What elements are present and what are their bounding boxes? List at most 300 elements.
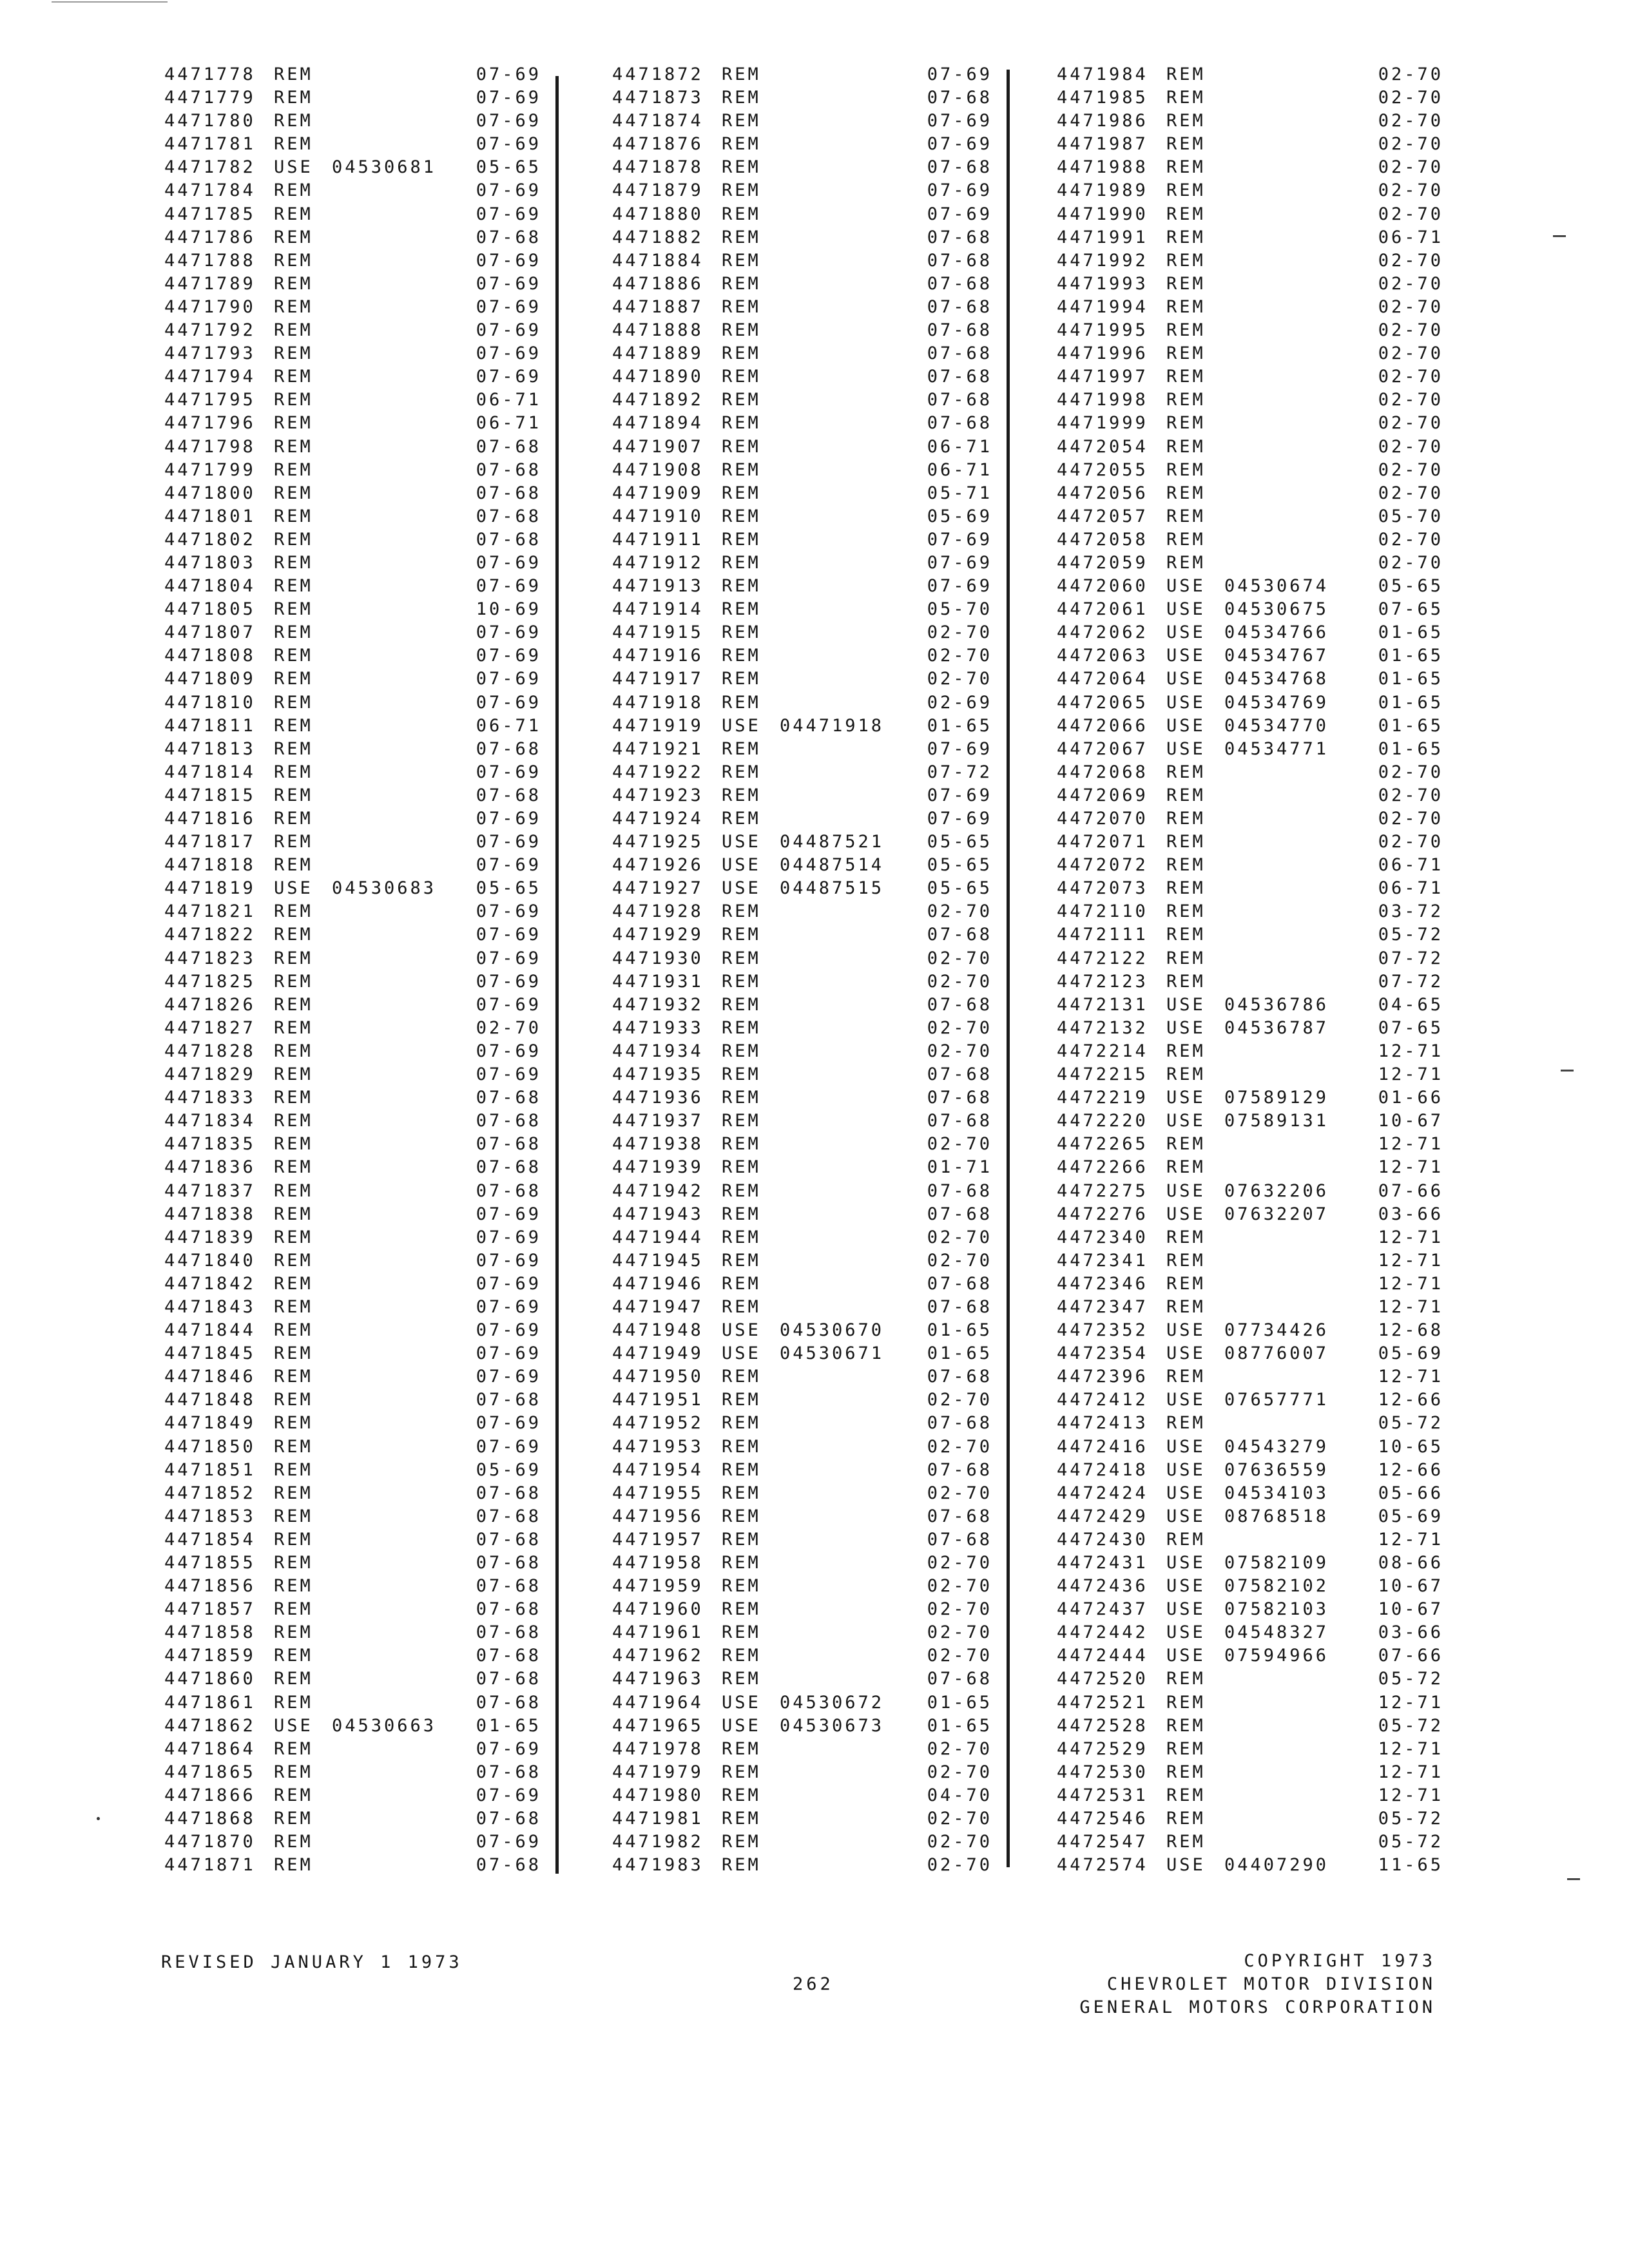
part-number: 4471781	[164, 134, 256, 155]
part-number: 4471947	[612, 1296, 704, 1317]
effective-date: 05-65	[476, 157, 541, 178]
action-code: USE	[1166, 1576, 1206, 1597]
effective-date: 02-70	[927, 1041, 992, 1061]
part-number: 4472067	[1057, 738, 1148, 759]
part-row	[164, 296, 541, 319]
part-number: 4471950	[612, 1367, 704, 1387]
part-number: 4471805	[164, 599, 256, 620]
action-code: REM	[274, 1762, 313, 1782]
part-number: 4472429	[1057, 1506, 1148, 1526]
part-row	[612, 1854, 992, 1877]
action-code: REM	[1166, 436, 1206, 457]
part-row	[1057, 1017, 1443, 1040]
part-row	[164, 133, 541, 156]
part-number: 4471880	[612, 204, 704, 224]
part-number: 4471995	[1057, 320, 1148, 341]
action-code: REM	[1166, 1227, 1206, 1247]
effective-date: 07-68	[927, 1669, 992, 1689]
part-number: 4471792	[164, 320, 256, 341]
action-code: REM	[1166, 1832, 1206, 1852]
part-number: 4471810	[164, 692, 256, 713]
effective-date: 05-69	[1378, 1343, 1443, 1364]
action-code: REM	[722, 1622, 761, 1643]
replacement-part-number: 07589131	[1224, 1111, 1329, 1131]
action-code: REM	[722, 506, 761, 526]
part-number: 4471818	[164, 855, 256, 876]
part-row	[612, 970, 992, 994]
part-number: 4471868	[164, 1809, 256, 1829]
effective-date: 12-71	[1378, 1762, 1443, 1782]
part-row	[612, 1110, 992, 1133]
part-number: 4472073	[1057, 878, 1148, 899]
action-code: REM	[722, 64, 761, 84]
effective-date: 07-72	[927, 762, 992, 782]
action-code: REM	[1166, 762, 1206, 782]
part-number: 4471794	[164, 367, 256, 387]
action-code: REM	[722, 1576, 761, 1597]
effective-date: 07-69	[476, 111, 541, 131]
part-row	[1057, 1598, 1443, 1621]
part-number: 4471823	[164, 948, 256, 968]
effective-date: 07-68	[927, 1367, 992, 1387]
part-number: 4471961	[612, 1622, 704, 1643]
action-code: USE	[722, 878, 761, 899]
part-number: 4471888	[612, 320, 704, 341]
effective-date: 07-69	[476, 646, 541, 666]
action-code: REM	[274, 367, 313, 387]
part-row	[612, 436, 992, 459]
action-code: REM	[1166, 157, 1206, 178]
part-number: 4471864	[164, 1738, 256, 1759]
effective-date: 07-69	[927, 809, 992, 829]
part-row	[612, 319, 992, 342]
action-code: REM	[722, 1041, 761, 1061]
action-code: REM	[722, 529, 761, 550]
part-row	[612, 1738, 992, 1761]
effective-date: 04-65	[1378, 994, 1443, 1015]
part-number: 4472064	[1057, 669, 1148, 689]
part-number: 4471942	[612, 1180, 704, 1201]
part-row	[1057, 1505, 1443, 1528]
action-code: REM	[722, 1436, 761, 1457]
action-code: REM	[274, 994, 313, 1015]
part-row	[164, 1017, 541, 1040]
part-row	[164, 1436, 541, 1459]
replacement-part-number: 07636559	[1224, 1459, 1329, 1480]
part-number: 4471930	[612, 948, 704, 968]
effective-date: 07-68	[476, 506, 541, 526]
part-number: 4471886	[612, 273, 704, 294]
part-row	[164, 1365, 541, 1389]
part-row	[612, 738, 992, 761]
part-row	[1057, 1412, 1443, 1435]
part-row	[1057, 203, 1443, 226]
action-code: REM	[274, 1576, 313, 1597]
part-row	[1057, 226, 1443, 249]
action-code: USE	[1166, 622, 1206, 643]
effective-date: 07-69	[476, 762, 541, 782]
effective-date: 05-65	[927, 832, 992, 852]
action-code: REM	[722, 273, 761, 294]
effective-date: 07-68	[476, 738, 541, 759]
part-row	[612, 691, 992, 715]
action-code: REM	[722, 576, 761, 597]
part-number: 4471943	[612, 1204, 704, 1224]
replacement-part-number: 04530672	[780, 1692, 885, 1713]
action-code: USE	[1166, 1204, 1206, 1224]
part-number: 4472266	[1057, 1157, 1148, 1178]
effective-date: 12-71	[1378, 1738, 1443, 1759]
action-code: REM	[722, 459, 761, 480]
part-number: 4471932	[612, 994, 704, 1015]
action-code: REM	[274, 1041, 313, 1061]
part-row	[1057, 1156, 1443, 1179]
action-code: REM	[722, 1390, 761, 1410]
part-number: 4471870	[164, 1832, 256, 1852]
part-number: 4472574	[1057, 1855, 1148, 1876]
part-number: 4472132	[1057, 1017, 1148, 1038]
part-number: 4471834	[164, 1111, 256, 1131]
effective-date: 07-68	[476, 1483, 541, 1503]
effective-date: 02-70	[1378, 459, 1443, 480]
effective-date: 07-69	[476, 552, 541, 573]
action-code: REM	[274, 646, 313, 666]
effective-date: 07-69	[476, 1367, 541, 1387]
part-number: 4472265	[1057, 1134, 1148, 1155]
part-number: 4472520	[1057, 1669, 1148, 1689]
part-row	[164, 1644, 541, 1667]
action-code: REM	[274, 552, 313, 573]
action-code: REM	[722, 1250, 761, 1271]
part-row	[612, 807, 992, 831]
part-number: 4471919	[612, 715, 704, 736]
effective-date: 05-72	[1378, 1715, 1443, 1736]
part-row	[164, 505, 541, 528]
action-code: REM	[1166, 343, 1206, 364]
part-row	[612, 644, 992, 668]
part-row	[612, 994, 992, 1017]
action-code: USE	[722, 715, 761, 736]
effective-date: 07-69	[476, 88, 541, 108]
effective-date: 02-70	[927, 1762, 992, 1782]
effective-date: 07-69	[476, 1227, 541, 1247]
part-number: 4471836	[164, 1157, 256, 1178]
action-code: USE	[1166, 994, 1206, 1015]
part-number: 4472060	[1057, 576, 1148, 597]
part-row	[164, 1784, 541, 1807]
effective-date: 02-70	[1378, 529, 1443, 550]
effective-date: 02-70	[1378, 343, 1443, 364]
action-code: REM	[722, 1599, 761, 1620]
scan-speck	[97, 1817, 100, 1820]
part-row	[1057, 1482, 1443, 1505]
effective-date: 07-69	[476, 901, 541, 922]
action-code: REM	[722, 1273, 761, 1294]
part-row	[164, 1505, 541, 1528]
part-row	[164, 528, 541, 552]
part-number: 4471860	[164, 1669, 256, 1689]
effective-date: 07-68	[476, 1157, 541, 1178]
part-number: 4471866	[164, 1785, 256, 1805]
part-number: 4471916	[612, 646, 704, 666]
part-row	[612, 86, 992, 110]
action-code: REM	[722, 994, 761, 1015]
action-code: REM	[1166, 390, 1206, 410]
effective-date: 02-70	[927, 1390, 992, 1410]
action-code: REM	[274, 1669, 313, 1689]
action-code: USE	[1166, 1553, 1206, 1573]
part-number: 4471913	[612, 576, 704, 597]
replacement-part-number: 04530670	[780, 1320, 885, 1341]
part-number: 4471963	[612, 1669, 704, 1689]
replacement-part-number: 07632207	[1224, 1204, 1329, 1224]
effective-date: 07-69	[476, 855, 541, 876]
effective-date: 07-68	[927, 994, 992, 1015]
part-row	[612, 505, 992, 528]
action-code: REM	[1166, 1785, 1206, 1805]
part-row	[612, 203, 992, 226]
part-number: 4472546	[1057, 1809, 1148, 1829]
part-row	[1057, 249, 1443, 273]
part-row	[164, 1854, 541, 1877]
part-number: 4471949	[612, 1343, 704, 1364]
part-number: 4471874	[612, 111, 704, 131]
part-row	[1057, 552, 1443, 575]
part-number: 4471865	[164, 1762, 256, 1782]
part-row	[1057, 63, 1443, 86]
part-row	[1057, 1296, 1443, 1319]
part-number: 4471828	[164, 1041, 256, 1061]
action-code: REM	[722, 296, 761, 317]
action-code: REM	[274, 459, 313, 480]
part-row	[164, 1203, 541, 1226]
part-row	[1057, 691, 1443, 715]
part-row	[612, 1319, 992, 1342]
part-number: 4471998	[1057, 390, 1148, 410]
action-code: REM	[1166, 296, 1206, 317]
part-row	[1057, 156, 1443, 179]
part-number: 4471992	[1057, 250, 1148, 271]
part-row	[164, 1110, 541, 1133]
part-row	[164, 1552, 541, 1575]
part-row	[1057, 459, 1443, 482]
part-number: 4471801	[164, 506, 256, 526]
part-row	[612, 1203, 992, 1226]
action-code: REM	[722, 622, 761, 643]
action-code: USE	[722, 1692, 761, 1713]
replacement-part-number: 07582103	[1224, 1599, 1329, 1620]
part-row	[612, 1575, 992, 1598]
part-row	[164, 1715, 541, 1738]
part-number: 4471933	[612, 1017, 704, 1038]
part-number: 4471795	[164, 390, 256, 410]
action-code: USE	[1166, 1483, 1206, 1503]
part-number: 4471789	[164, 273, 256, 294]
action-code: REM	[1166, 483, 1206, 503]
effective-date: 07-69	[476, 971, 541, 992]
effective-date: 02-70	[927, 1227, 992, 1247]
effective-date: 07-68	[927, 1180, 992, 1201]
action-code: REM	[722, 1785, 761, 1805]
replacement-part-number: 04487514	[780, 855, 885, 876]
part-number: 4472061	[1057, 599, 1148, 620]
part-row	[1057, 1667, 1443, 1691]
part-row	[1057, 296, 1443, 319]
effective-date: 02-70	[927, 1622, 992, 1643]
part-number: 4471931	[612, 971, 704, 992]
effective-date: 05-69	[476, 1459, 541, 1480]
action-code: REM	[274, 273, 313, 294]
effective-date: 02-70	[1378, 762, 1443, 782]
action-code: REM	[1166, 1809, 1206, 1829]
effective-date: 07-69	[476, 692, 541, 713]
effective-date: 06-71	[476, 390, 541, 410]
action-code: REM	[1166, 367, 1206, 387]
action-code: REM	[722, 250, 761, 271]
part-number: 4471952	[612, 1413, 704, 1434]
action-code: REM	[1166, 64, 1206, 84]
action-code: USE	[1166, 1390, 1206, 1410]
part-number: 4472430	[1057, 1529, 1148, 1550]
action-code: REM	[722, 785, 761, 805]
effective-date: 02-70	[927, 1855, 992, 1876]
part-number: 4471815	[164, 785, 256, 805]
part-row	[164, 1807, 541, 1831]
part-row	[164, 715, 541, 738]
part-row	[1057, 575, 1443, 598]
effective-date: 02-70	[1378, 273, 1443, 294]
action-code: USE	[274, 1715, 313, 1736]
effective-date: 04-70	[927, 1785, 992, 1805]
effective-date: 02-70	[1378, 250, 1443, 271]
part-number: 4471846	[164, 1367, 256, 1387]
part-number: 4471935	[612, 1064, 704, 1085]
part-number: 4472412	[1057, 1390, 1148, 1410]
effective-date: 07-68	[927, 157, 992, 178]
action-code: REM	[274, 1343, 313, 1364]
part-row	[612, 1784, 992, 1807]
part-row	[1057, 86, 1443, 110]
replacement-part-number: 07594966	[1224, 1646, 1329, 1666]
part-number: 4471953	[612, 1436, 704, 1457]
action-code: REM	[1166, 1064, 1206, 1085]
action-code: REM	[722, 1832, 761, 1852]
effective-date: 02-70	[1378, 552, 1443, 573]
part-row	[1057, 1738, 1443, 1761]
part-number: 4471878	[612, 157, 704, 178]
scan-edge-line	[52, 1, 168, 3]
part-number: 4471980	[612, 1785, 704, 1805]
action-code: USE	[1166, 1180, 1206, 1201]
action-code: REM	[274, 1390, 313, 1410]
action-code: USE	[1166, 1855, 1206, 1876]
action-code: REM	[274, 1111, 313, 1131]
action-code: REM	[722, 1669, 761, 1689]
effective-date: 02-70	[1378, 436, 1443, 457]
effective-date: 05-69	[1378, 1506, 1443, 1526]
replacement-part-number: 04534767	[1224, 646, 1329, 666]
part-row	[1057, 784, 1443, 807]
action-code: REM	[722, 1180, 761, 1201]
part-row	[1057, 1180, 1443, 1203]
action-code: REM	[274, 64, 313, 84]
part-number: 4472530	[1057, 1762, 1148, 1782]
action-code: REM	[1166, 1157, 1206, 1178]
action-code: REM	[722, 88, 761, 108]
part-row	[1057, 1226, 1443, 1249]
effective-date: 08-66	[1378, 1553, 1443, 1573]
part-row	[612, 1831, 992, 1854]
effective-date: 07-68	[927, 1088, 992, 1108]
part-row	[164, 319, 541, 342]
part-row	[612, 761, 992, 784]
part-row	[612, 412, 992, 435]
part-row	[1057, 1715, 1443, 1738]
effective-date: 02-70	[927, 669, 992, 689]
part-row	[164, 644, 541, 668]
action-code: REM	[1166, 1296, 1206, 1317]
effective-date: 12-71	[1378, 1227, 1443, 1247]
part-row	[1057, 1459, 1443, 1482]
part-row	[1057, 1063, 1443, 1086]
part-row	[612, 715, 992, 738]
effective-date: 05-72	[1378, 1413, 1443, 1434]
effective-date: 01-65	[927, 1692, 992, 1713]
action-code: USE	[1166, 1436, 1206, 1457]
part-number: 4471959	[612, 1576, 704, 1597]
part-row	[612, 1249, 992, 1273]
part-row	[612, 1598, 992, 1621]
part-row	[1057, 482, 1443, 505]
part-row	[612, 1761, 992, 1784]
replacement-part-number: 04534771	[1224, 738, 1329, 759]
action-code: REM	[274, 320, 313, 341]
effective-date: 06-71	[1378, 227, 1443, 247]
column-divider-2	[1007, 70, 1010, 1867]
part-row	[164, 249, 541, 273]
part-number: 4472436	[1057, 1576, 1148, 1597]
effective-date: 01-65	[1378, 715, 1443, 736]
action-code: REM	[274, 715, 313, 736]
part-number: 4471876	[612, 134, 704, 155]
action-code: REM	[274, 1646, 313, 1666]
part-number: 4471808	[164, 646, 256, 666]
action-code: REM	[722, 1064, 761, 1085]
action-code: REM	[1166, 250, 1206, 271]
action-code: REM	[1166, 901, 1206, 922]
part-row	[612, 1133, 992, 1156]
part-number: 4472220	[1057, 1111, 1148, 1131]
action-code: REM	[274, 1692, 313, 1713]
part-number: 4471843	[164, 1296, 256, 1317]
effective-date: 07-69	[476, 622, 541, 643]
action-code: REM	[274, 296, 313, 317]
part-row	[164, 482, 541, 505]
effective-date: 07-68	[476, 1506, 541, 1526]
action-code: REM	[722, 1738, 761, 1759]
part-number: 4472071	[1057, 832, 1148, 852]
part-row	[612, 552, 992, 575]
part-row	[164, 273, 541, 296]
part-row	[164, 1063, 541, 1086]
effective-date: 10-65	[1378, 1436, 1443, 1457]
effective-date: 07-69	[476, 273, 541, 294]
effective-date: 07-68	[927, 88, 992, 108]
action-code: REM	[274, 622, 313, 643]
part-row	[164, 389, 541, 412]
copyright-line-3: GENERAL MOTORS CORPORATION	[1079, 1997, 1436, 2017]
action-code: USE	[722, 1343, 761, 1364]
